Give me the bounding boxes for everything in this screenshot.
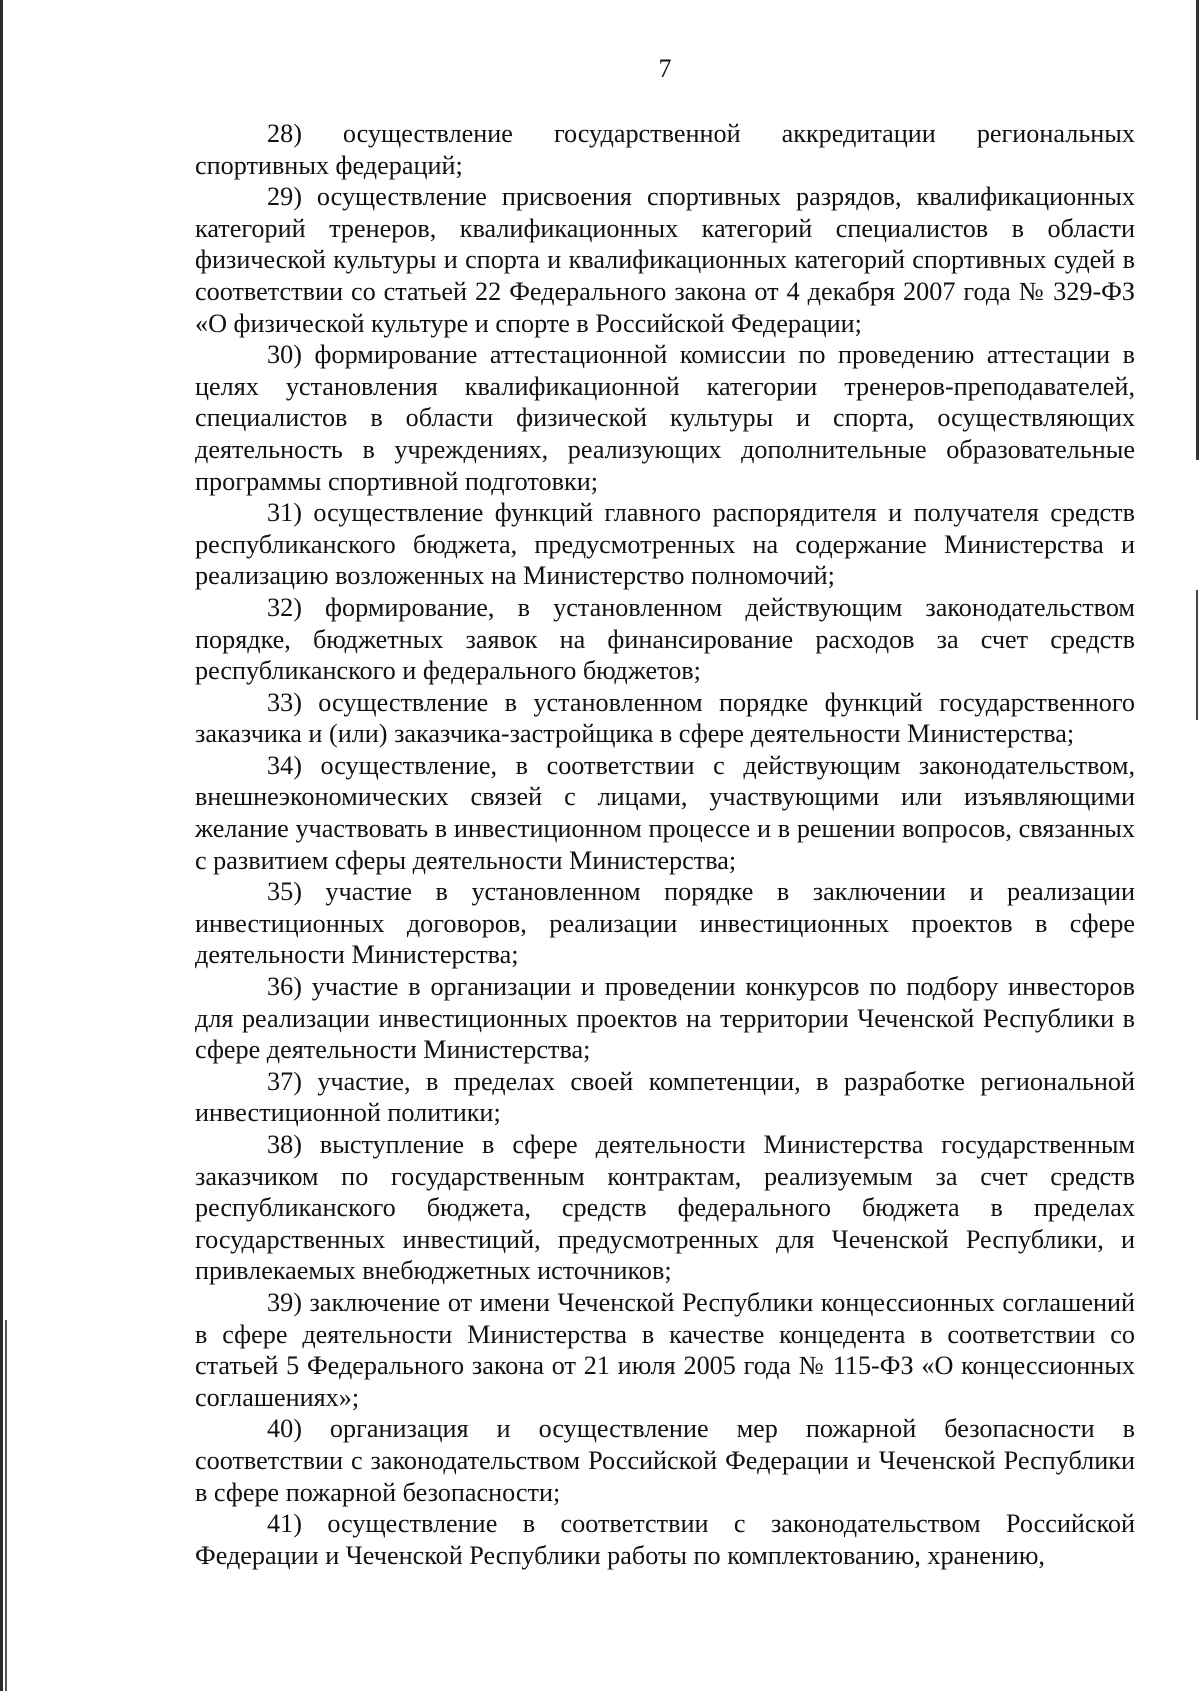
list-item-29: 29) осуществление присвоения спортивных разрядов, квалификационных категорий тренеров, квалификационных категорий специалистов в области физической культуры и спорта и квалификационных категорий спортивных судей в соответствии со статьей 22 Федерального закона от 4 декабря 2007 года № 329-ФЗ «О физической культуре и спорте в Российской Федерации; (195, 182, 1135, 338)
list-item-40: 40) организация и осуществление мер пожарной безопасности в соответствии с законодательством Российской Федерации и Чеченской Республики в сфере пожарной безопасности; (195, 1414, 1135, 1507)
list-item-34: 34) осуществление, в соответствии с действующим законодательством, внешнеэкономических связей с лицами, участвующими или изъявляющими желание участвовать в инвестиционном процессе и в решении вопросов, связанных с развитием сферы деятельности Министерства; (195, 750, 1135, 875)
document-body (195, 118, 1135, 1571)
list-item-31: 31) осуществление функций главного распорядителя и получателя средств республиканского бюджета, предусмотренных на содержание Министерства и реализацию возложенных на Министерство полномочий; (195, 498, 1135, 591)
list-item-38: 38) выступление в сфере деятельности Министерства государственным заказчиком по государственным контрактам, реализуемым за счет средств республиканского бюджета, средств федерального бюджета в пределах государственных инвестиций, предусмотренных для Чеченской Республики, и привлекаемых внебюджетных источников; (195, 1130, 1135, 1286)
list-item-30: 30) формирование аттестационной комиссии по проведению аттестации в целях установления квалификационной категории тренеров-преподавателей, специалистов в области физической культуры и спорта, осуществляющих деятельность в учреждениях, реализующих дополнительные образовательные программы спортивной подготовки; (195, 340, 1135, 496)
list-item-32: 32) формирование, в установленном действующим законодательством порядке, бюджетных заявок на финансирование расходов за счет средств республиканского и федерального бюджетов; (195, 592, 1135, 686)
list-item-41: 41) осуществление в соответствии с законодательством Российской Федерации и Чеченской Республики работы по комплектованию, хранению, (195, 1509, 1135, 1570)
list-item-37: 37) участие, в пределах своей компетенции, в разработке региональной инвестиционной политики; (195, 1066, 1135, 1128)
list-item-28: 28) осуществление государственной аккредитации региональных спортивных федераций; (195, 119, 1135, 180)
page-number: 7 (658, 54, 672, 83)
list-item-35: 35) участие в установленном порядке в заключении и реализации инвестиционных договоров, реализации инвестиционных проектов в сфере деятельности Министерства; (195, 877, 1135, 970)
list-item-36: 36) участие в организации и проведении конкурсов по подбору инвесторов для реализации инвестиционных проектов на территории Чеченской Республики в сфере деятельности Министерства; (195, 972, 1135, 1065)
scan-border-left-inner (5, 1320, 7, 1691)
scan-border-right-lower (1196, 590, 1198, 720)
list-item-33: 33) осуществление в установленном порядке функций государственного заказчика и (или) заказчика-застройщика в сфере деятельности Министерства; (195, 687, 1135, 749)
scan-border-left (0, 0, 3, 1691)
list-item-39: 39) заключение от имени Чеченской Республики концессионных соглашений в сфере деятельности Министерства в качестве концедента в соответствии со статьей 5 Федерального закона от 21 июля 2005 года № 115-ФЗ «О концессионных соглашениях»; (195, 1287, 1135, 1412)
